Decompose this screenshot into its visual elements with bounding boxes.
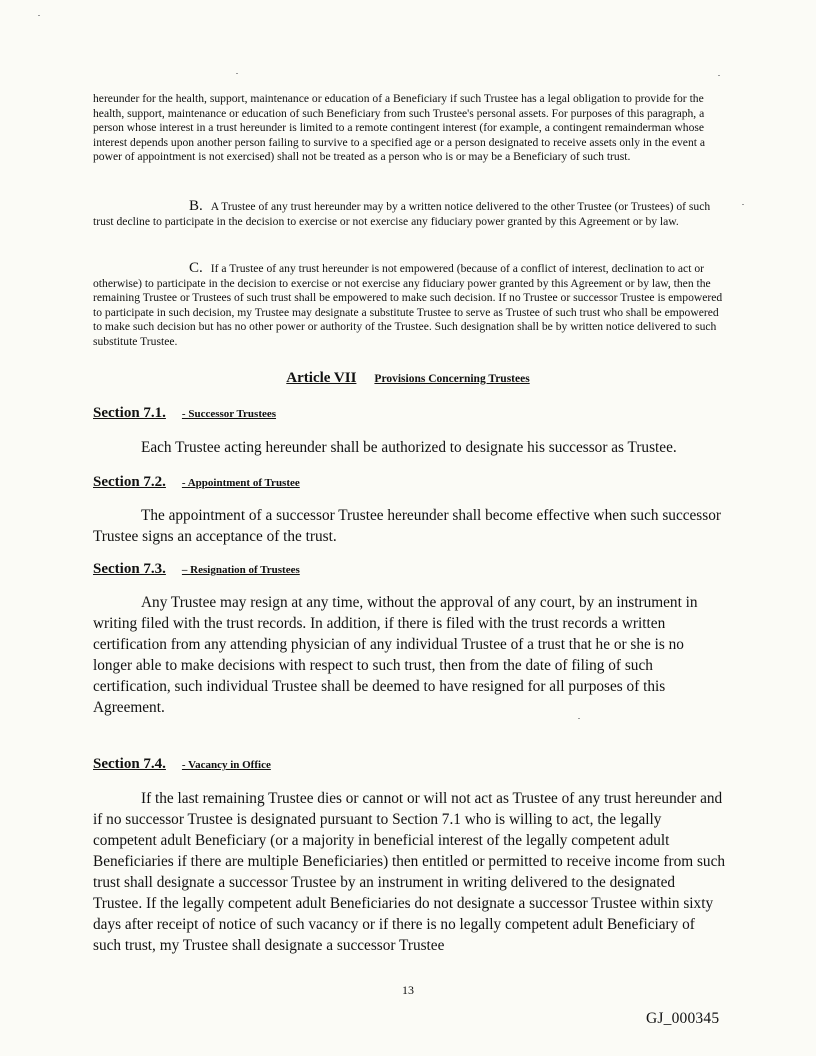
paragraph-b-letter: B. bbox=[189, 198, 203, 214]
article-title: Provisions Concerning Trustees bbox=[374, 373, 530, 385]
scan-speck bbox=[718, 75, 720, 76]
paragraph-b-text: A Trustee of any trust hereunder may by a written notice delivered to the other Trustee (or Trustees) of such trust decline to participate in the decision to exercise or not exercise any fiduciary power granted by this Agreement or by law. bbox=[93, 200, 711, 228]
section-body-7-3: Any Trustee may resign at any time, without the approval of any court, by an instrument in writing filed with the trust records. In addition, if there is filed with the trust records a written certification from any attending physician of any individual Trustee of a trust that he or she is no longer able to make decisions with respect to such trust, then from the date of filing of such certification, such individual Trustee shall be deemed to have resigned for all purposes of this Agreement. bbox=[93, 594, 698, 716]
scan-speck bbox=[742, 204, 744, 205]
section-title: – Resignation of Trustees bbox=[181, 564, 300, 576]
paragraph-trustee-obligation: hereunder for the health, support, maintenance or education of a Beneficiary if such Trustee has a legal obligation to provide for the health, support, maintenance or education of such Beneficiary from such Trustee's personal assets. For purposes of this paragraph, a person whose interest in a trust hereunder is limited to a remote contingent interest (for example, a contingent remainderman whose interest depends upon another person failing to survive to a specified age or a person designated to receive assets only in the event a power of appointment is not exercised) shall not be treated as a person who is or may be a Beneficiary of such trust. bbox=[93, 92, 706, 164]
page-number: 13 bbox=[402, 983, 414, 997]
paragraph-b bbox=[93, 199, 723, 229]
bates-number: GJ_000345 bbox=[646, 1010, 720, 1027]
scan-speck bbox=[236, 73, 238, 74]
section-heading-7-1 bbox=[93, 404, 276, 422]
section-body-7-4: If the last remaining Trustee dies or cannot or will not act as Trustee of any trust hereunder and if no successor Trustee is designated pursuant to Section 7.1 who is willing to act, the legally competent adult Beneficiary (or a majority in beneficial interest of the legally competent adult Beneficiaries if there are multiple Beneficiaries) then entitled or permitted to receive income from such trust shall designate a successor Trustee by an instrument in writing delivered to the designated Trustee. If the legally competent adult Beneficiaries do not designate a successor Trustee within sixty days after receipt of notice of such vacancy or if there is no legally competent adult Beneficiary of such trust, my Trustee shall designate a successor Trustee bbox=[93, 790, 726, 954]
section-body-7-2: The appointment of a successor Trustee hereunder shall become effective when such successor Trustee signs an acceptance of the trust. bbox=[93, 507, 721, 545]
paragraph-c bbox=[93, 261, 723, 350]
section-number: Section 7.2. bbox=[93, 474, 166, 490]
section-body-7-1: Each Trustee acting hereunder shall be authorized to designate his successor as Trustee. bbox=[141, 439, 677, 456]
section-heading-7-2 bbox=[93, 473, 300, 491]
article-heading bbox=[0, 369, 816, 387]
paragraph-c-text: If a Trustee of any trust hereunder is not empowered (because of a conflict of interest, declination to act or otherwise) to participate in the decision to exercise or not exercise any fiduciary power granted by this Agreement or by law, then the remaining Trustee or Trustees of such trust shall be empowered to make such decision. If no Trustee or successor Trustee is empowered to participate in such decision, my Trustee may designate a substitute Trustee to serve as Trustee of such trust who shall be empowered to make such decision but has no other power or authority of the Trustee. Such designation shall be by written notice delivered to such substitute Trustee. bbox=[93, 262, 723, 348]
section-title: - Successor Trustees bbox=[181, 408, 277, 420]
paragraph-c-letter: C. bbox=[189, 260, 203, 276]
section-number: Section 7.3. bbox=[93, 561, 166, 577]
article-number: Article VII bbox=[286, 370, 357, 386]
section-number: Section 7.1. bbox=[93, 405, 166, 421]
section-number: Section 7.4. bbox=[93, 756, 166, 772]
scan-speck bbox=[38, 15, 40, 16]
section-heading-7-3 bbox=[93, 560, 300, 578]
section-title: - Appointment of Trustee bbox=[181, 477, 300, 489]
section-title: - Vacancy in Office bbox=[181, 759, 271, 771]
section-heading-7-4 bbox=[93, 755, 271, 773]
scan-speck bbox=[578, 718, 580, 719]
